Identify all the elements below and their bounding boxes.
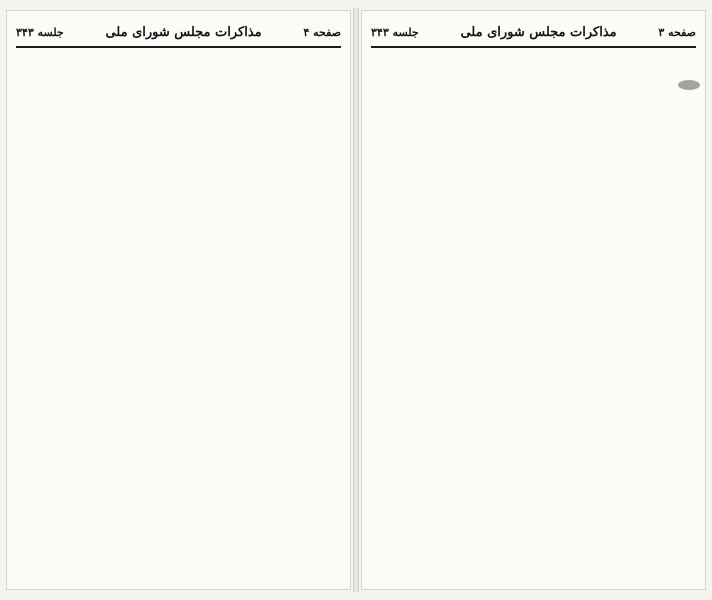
left-page-number: صفحه ۴ — [303, 25, 341, 39]
left-page-body — [18, 54, 339, 578]
right-page-title: مذاکرات مجلس شورای ملی — [460, 24, 617, 40]
left-page-session: جلسه ۳۴۳ — [16, 25, 64, 39]
right-page — [361, 10, 706, 590]
ink-smudge — [678, 80, 700, 90]
right-page-number: صفحه ۳ — [658, 25, 696, 39]
page-gutter — [353, 8, 359, 592]
left-page-title: مذاکرات مجلس شورای ملی — [105, 24, 262, 40]
right-page-body — [373, 54, 694, 578]
right-page-header — [371, 18, 696, 48]
left-page-header — [16, 18, 341, 48]
left-page — [6, 10, 351, 590]
right-page-session: جلسه ۳۴۳ — [371, 25, 419, 39]
